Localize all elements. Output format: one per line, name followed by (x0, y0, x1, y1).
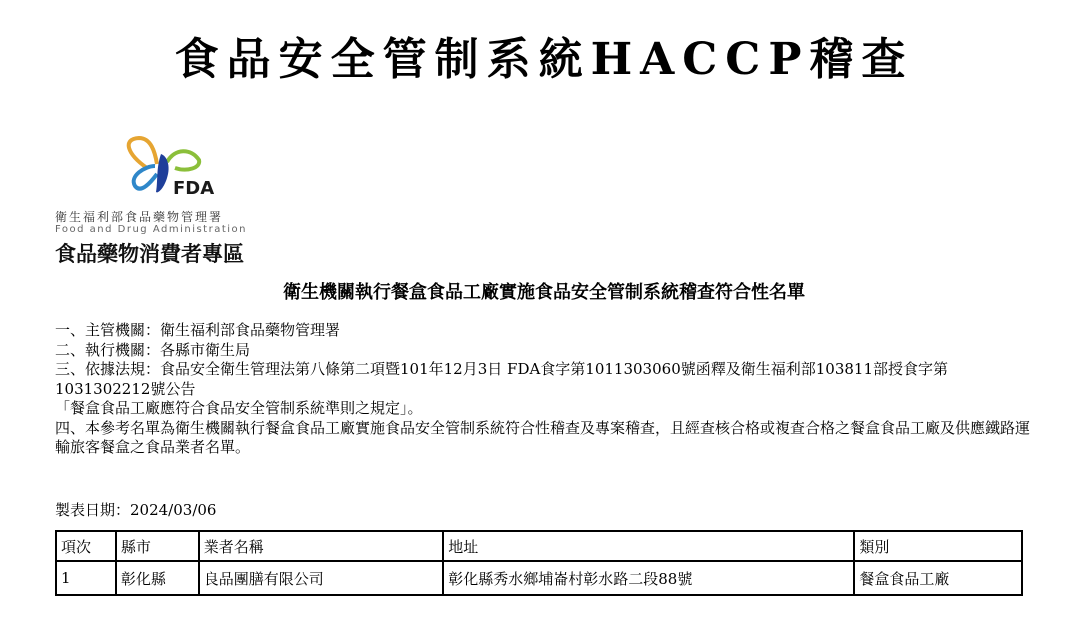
clause-executor: 二、執行機關：各縣市衛生局 (55, 340, 251, 359)
table-row (56, 561, 1022, 595)
header-category: 類別 (854, 531, 1022, 561)
header-index: 項次 (56, 531, 116, 561)
compliance-table (55, 530, 1023, 596)
table-header-row (56, 531, 1022, 561)
clause-legal-basis: 三、依據法規：食品安全衛生管理法第八條第二項暨101年12月3日 FDA食字第1011303060號函釋及衛生福利部103811部授食字第1031302212號公告 (55, 360, 948, 398)
fda-logo (55, 128, 295, 268)
agency-name-cn: 衛生福利部食品藥物管理署 (55, 210, 224, 224)
agency-name-en: Food and Drug Administration (55, 224, 247, 235)
header-company: 業者名稱 (199, 531, 443, 561)
cell-category: 餐盒食品工廠 (854, 561, 1022, 595)
clause-authority: 一、主管機關：衛生福利部食品藥物管理署 (55, 321, 341, 339)
cell-address: 彰化縣秀水鄉埔崙村彰水路二段88號 (443, 561, 854, 595)
document-heading: 衛生機關執行餐盒食品工廠實施食品安全管制系統稽查符合性名單 (283, 282, 805, 303)
clause-regulation-quote: 「餐盒食品工廠應符合食品安全管制系統準則之規定」。 (55, 399, 423, 417)
cell-company: 良品團膳有限公司 (199, 561, 443, 595)
header-county: 縣市 (116, 531, 199, 561)
clause-scope: 四、本參考名單為衛生機關執行餐盒食品工廠實施食品安全管制系統符合性稽查及專案稽查，且經查核合格或複查合格之餐盒食品工廠及供應鐵路運輸旅客餐盒之食品業者名單。 (55, 418, 1031, 456)
page-title: 食品安全管制系統HACCP稽查 (174, 34, 914, 85)
consumer-zone-name: 食品藥物消費者專區 (55, 242, 244, 266)
clause-list (55, 321, 1040, 458)
fda-mark-text: FDA (173, 178, 215, 199)
cell-index: 1 (56, 561, 116, 595)
made-date: 製表日期：2024/03/06 (55, 501, 217, 519)
header-address: 地址 (443, 531, 854, 561)
cell-county: 彰化縣 (116, 561, 199, 595)
